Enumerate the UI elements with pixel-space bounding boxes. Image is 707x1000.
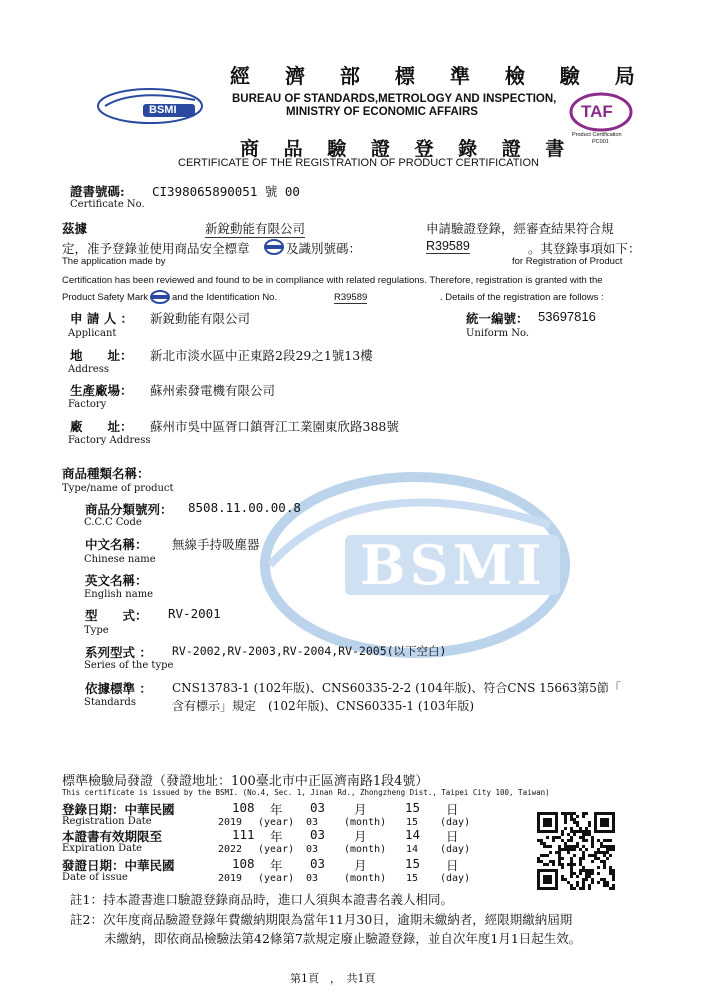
- bsmi-logo: [95, 86, 205, 126]
- expiration-day-unit: 日: [446, 829, 459, 844]
- expiration-month: 03: [310, 827, 326, 842]
- expiration-date-label: 本證書有效期限至: [62, 829, 163, 844]
- qr-code-icon: [537, 812, 615, 890]
- issuer-line-en: This certificate is issued by the BSMI. (No.4, Sec. 1, Jinan Rd., Zhongzheng Dist., Taipei City 100, Taiwan): [62, 788, 550, 797]
- type-label-en: Type: [84, 625, 109, 636]
- preamble-en-line1-left: The application made by: [62, 256, 166, 267]
- address-label-en: Address: [68, 364, 109, 375]
- standards-line1: CNS13783-1 (102年版)、CNS60335-2-2 (104年版)、符合CNS 15663第5節「: [172, 681, 621, 695]
- agency-name-cn: 經 濟 部 標 準 檢 驗 局: [230, 64, 649, 88]
- factory-address-label: 廠 址：: [70, 419, 133, 434]
- note-2-line2: 未繳納，即依商品檢驗法第42條第7款規定廢止驗證登錄，並自次年度1月1日起生效。: [104, 931, 582, 946]
- issue-year: 108: [232, 856, 255, 871]
- factory-address-value: 蘇州市吳中區胥口鎮胥江工業園東欣路388號: [150, 419, 399, 434]
- issue-year-en-unit: (year): [258, 873, 295, 884]
- type-value: RV-2001: [168, 606, 221, 621]
- standards-label: 依據標準 ：: [85, 681, 152, 696]
- chinese-name-value: 無線手持吸塵器: [172, 537, 260, 552]
- registration-day: 15: [405, 800, 421, 815]
- preamble-line2-mid: 及識別號碼：: [286, 241, 362, 256]
- registration-month: 03: [310, 800, 326, 815]
- uniform-no-value: 53697816: [538, 309, 596, 324]
- safety-mark-icon: [264, 239, 284, 259]
- applicant-label-en: Applicant: [68, 328, 117, 339]
- preamble-en-line2: Certification has been reviewed and found to be in compliance with related regulations. Therefore, registration is granted with the: [62, 275, 603, 286]
- page-number: 第1頁 ， 共1頁: [290, 972, 376, 985]
- registration-year: 108: [232, 800, 255, 815]
- issue-month-unit: 月: [354, 858, 367, 873]
- issue-day: 15: [405, 856, 421, 871]
- registration-day-unit: 日: [446, 802, 459, 817]
- expiration-day: 14: [405, 827, 421, 842]
- factory-address-label-en: Factory Address: [68, 435, 151, 446]
- preamble-en-line1-right: for Registration of Product: [512, 256, 623, 267]
- cert-no-label: 證書號碼:: [70, 184, 125, 199]
- basis-company: 新銳動能有限公司: [205, 221, 306, 236]
- expiration-date-label-en: Expiration Date: [62, 843, 143, 854]
- note-1: 註1：持本證書進口驗證登錄商品時，進口人須與本證書名義人相同。: [70, 892, 453, 907]
- type-label: 型 式：: [85, 608, 148, 623]
- english-name-label-en: English name: [84, 589, 154, 600]
- product-type-label: 商品種類名稱：: [62, 466, 150, 481]
- address-label: 地 址：: [70, 348, 133, 363]
- standards-label-en: Standards: [84, 697, 136, 708]
- preamble-line2-right: 。其登錄事項如下：: [528, 241, 641, 256]
- preamble-en-line3-right: . Details of the registration are follows :: [440, 292, 604, 303]
- issue-date-label-en: Date of issue: [62, 872, 128, 883]
- product-type-label-en: Type/name of product: [62, 483, 174, 494]
- registration-month-unit: 月: [354, 802, 367, 817]
- uniform-no-label: 統一編號：: [466, 311, 529, 326]
- taf-logo: [568, 92, 638, 152]
- standards-line2: 含有標示」規定 (102年版)、CNS60335-1 (103年版): [172, 699, 475, 713]
- chinese-name-label: 中文名稱：: [85, 537, 148, 552]
- agency-name-en-line1: BUREAU OF STANDARDS,METROLOGY AND INSPECTION,: [232, 93, 557, 105]
- registration-month-en-unit: (month): [344, 817, 387, 828]
- registration-year-en: 2019: [218, 817, 243, 828]
- expiration-day-en: 14: [406, 844, 419, 855]
- cert-no-label-en: Certificate No.: [70, 199, 145, 210]
- issue-year-en: 2019: [218, 873, 243, 884]
- expiration-year: 111: [232, 827, 255, 842]
- date-row-issue: [62, 856, 482, 890]
- qr-code[interactable]: [537, 812, 615, 890]
- issue-day-en: 15: [406, 873, 419, 884]
- issue-month: 03: [310, 856, 326, 871]
- factory-value: 蘇州索發電機有限公司: [150, 383, 276, 398]
- registration-day-en: 15: [406, 817, 419, 828]
- taf-caption-1: Product Certification: [572, 132, 622, 138]
- issue-month-en-unit: (month): [344, 873, 387, 884]
- preamble-en-line3-mid: and the Identification No.: [172, 292, 278, 303]
- issue-day-en-unit: (day): [440, 873, 471, 884]
- expiration-year-en: 2022: [218, 844, 243, 855]
- preamble-en-line3-left: Product Safety Mark: [62, 292, 149, 303]
- uniform-no-label-en: Uniform No.: [466, 328, 530, 339]
- certificate-title-cn: 商 品 驗 證 登 錄 證 書: [240, 138, 574, 160]
- expiration-year-unit: 年: [270, 829, 283, 844]
- bsmi-watermark: [250, 455, 570, 665]
- registration-year-unit: 年: [270, 802, 283, 817]
- registration-year-en-unit: (year): [258, 817, 295, 828]
- taf-logo-text: TAF: [581, 102, 613, 121]
- registration-day-en-unit: (day): [440, 817, 471, 828]
- applicant-value: 新銳動能有限公司: [150, 311, 251, 326]
- certificate-title-en: CERTIFICATE OF THE REGISTRATION OF PRODUCT CERTIFICATION: [178, 157, 539, 169]
- applicant-label: 申 請 人 ：: [70, 311, 134, 326]
- preamble-line2-left: 定，准予登錄並使用商品安全標章: [62, 241, 250, 256]
- cert-no-value: CI398065890051 號 00: [152, 184, 300, 199]
- chinese-name-label-en: Chinese name: [84, 554, 156, 565]
- address-value: 新北市淡水區中正東路2段29之1號13樓: [150, 348, 373, 363]
- series-value: RV-2002,RV-2003,RV-2004,RV-2005(以下空白): [172, 644, 447, 658]
- preamble-en-line3-id: R39589: [334, 292, 368, 303]
- issue-year-unit: 年: [270, 858, 283, 873]
- ccc-label-en: C.C.C Code: [84, 517, 142, 528]
- bsmi-logo-text: BSMI: [149, 104, 177, 116]
- series-label: 系列型式 ：: [85, 645, 152, 660]
- factory-label: 生產廠場：: [70, 383, 133, 398]
- expiration-month-unit: 月: [354, 829, 367, 844]
- registration-date-label-en: Registration Date: [62, 816, 152, 827]
- registration-date-label: 登錄日期：中華民國: [62, 802, 175, 817]
- ccc-value: 8508.11.00.00.8: [188, 500, 301, 515]
- english-name-label: 英文名稱：: [85, 573, 148, 588]
- expiration-year-en-unit: (year): [258, 844, 295, 855]
- agency-name-en-line2: MINISTRY OF ECONOMIC AFFAIRS: [286, 106, 478, 118]
- issuer-line-cn: 標準檢驗局發證（發證地址：100臺北市中正區濟南路1段4號）: [62, 774, 429, 789]
- watermark-text: BSMI: [360, 533, 546, 597]
- note-2-line1: 註2：次年度商品驗證登錄年費繳納期限為當年11月30日，逾期未繳納者，經限期繳納屆期: [70, 912, 573, 927]
- expiration-day-en-unit: (day): [440, 844, 471, 855]
- registration-month-en: 03: [306, 817, 319, 828]
- safety-mark-icon-small: [150, 289, 170, 308]
- basis-label: 茲據: [62, 221, 88, 236]
- preamble-line2-id: R39589: [426, 239, 470, 253]
- issue-day-unit: 日: [446, 858, 459, 873]
- taf-caption-2: PC001: [592, 139, 609, 145]
- series-label-en: Series of the type: [84, 660, 174, 671]
- factory-label-en: Factory: [68, 399, 107, 410]
- ccc-label: 商品分類號列：: [85, 502, 173, 517]
- expiration-month-en-unit: (month): [344, 844, 387, 855]
- expiration-month-en: 03: [306, 844, 319, 855]
- issue-month-en: 03: [306, 873, 319, 884]
- basis-text-right: 申請驗證登錄，經審查結果符合規: [426, 221, 614, 236]
- issue-date-label: 發證日期：中華民國: [62, 858, 175, 873]
